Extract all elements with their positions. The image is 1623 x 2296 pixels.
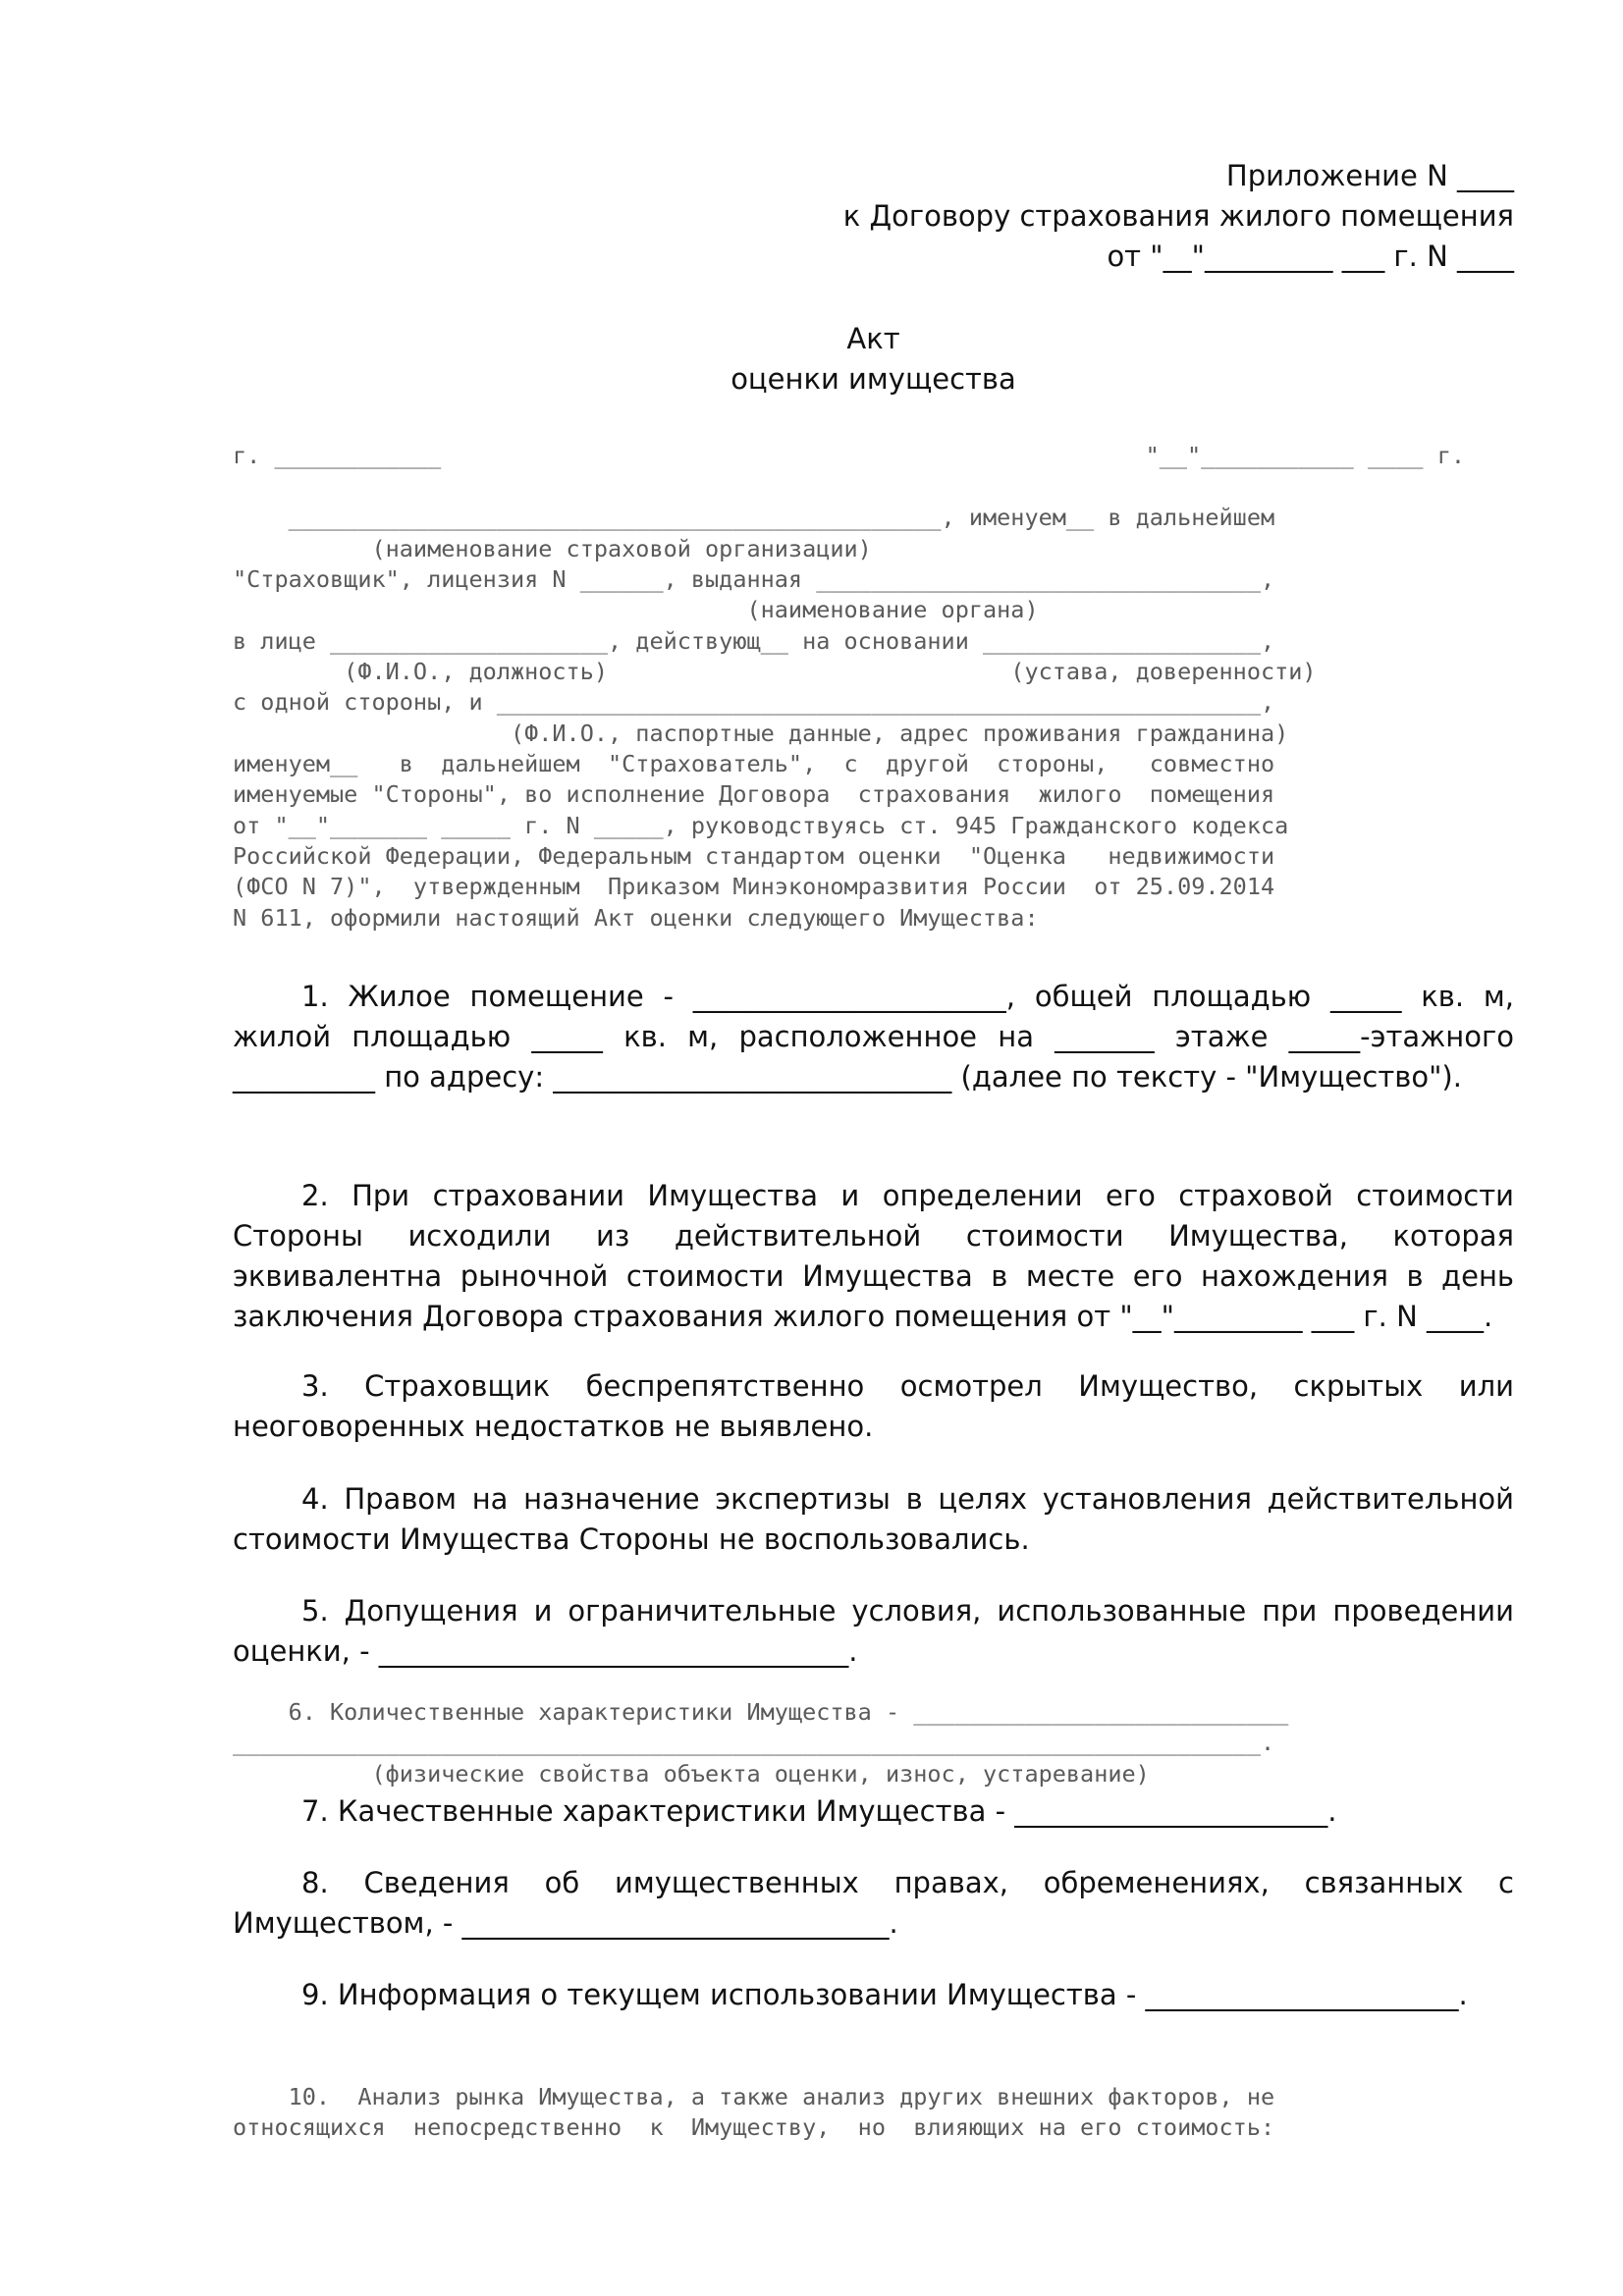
preamble-line: именуемые "Стороны", во исполнение Договора страхования жилого помещения (233, 780, 1275, 808)
item-1-text: 1. Жилое помещение - ______________________, общей площадью _____ кв. м, жилой площадью _____ кв. м, расположенное на _______ этаже _____-этажного __________ по адресу: ____________________________ (далее по тексту - "Имущество"). (233, 980, 1514, 1094)
item-4 (233, 1479, 1514, 1560)
item-10-line: 10. Анализ рынка Имущества, а также анализ других внешних факторов, не (233, 2083, 1275, 2110)
item-4-text: 4. Правом на назначение экспертизы в целях установления действительной стоимости Имущества Стороны не воспользовались. (233, 1482, 1514, 1556)
item-7 (233, 1791, 1514, 1832)
preamble-caption: (Ф.И.О., должность) (устава, доверенности) (233, 658, 1317, 685)
appendix-contract-reference: к Договору страхования жилого помещения (842, 199, 1514, 233)
item-10-line: относящихся непосредственно к Имуществу, но влияющих на его стоимость: (233, 2113, 1275, 2141)
item-2-text: 2. При страховании Имущества и определении его страховой стоимости Стороны исходили из действительной стоимости Имущества, которая эквивалентна рыночной стоимости Имущества в месте его нахождения в день заключения Договора страхования жилого помещения от "__"_________ ___ г. N ____. (233, 1179, 1514, 1333)
item-8-text: 8. Сведения об имущественных правах, обременениях, связанных с Имуществом, - ______________________________. (233, 1866, 1514, 1940)
item-8 (233, 1863, 1514, 1944)
document-title: Акт (846, 322, 900, 355)
item-9 (233, 1975, 1514, 2015)
preamble-caption: (наименование органа) (233, 596, 1039, 623)
preamble-line: _______________________________________________, именуем__ в дальнейшем (233, 504, 1275, 531)
preamble-line: N 611, оформили настоящий Акт оценки следующего Имущества: (233, 904, 1039, 932)
item-6-line: __________________________________________________________________________. (233, 1729, 1275, 1756)
preamble-line: именуем__ в дальнейшем "Страхователь", с другой стороны, совместно (233, 750, 1275, 777)
item-1 (233, 977, 1514, 1097)
item-2 (233, 1176, 1514, 1337)
item-5 (233, 1591, 1514, 1672)
date-field: "__"___________ ____ г. (1145, 442, 1465, 469)
item-5-text: 5. Допущения и ограничительные условия, использованные при проведении оценки, - _________________________________. (233, 1594, 1514, 1668)
item-9-text: 9. Информация о текущем использовании Имущества - ______________________. (301, 1978, 1468, 2011)
city-field: г. ____________ (233, 442, 442, 469)
item-6-line: 6. Количественные характеристики Имущества - ___________________________ (233, 1698, 1289, 1726)
appendix-number: Приложение N ____ (1225, 159, 1514, 192)
preamble-line: с одной стороны, и _______________________________________________________, (233, 688, 1275, 716)
preamble-caption: (наименование страховой организации) (233, 535, 872, 562)
document-subtitle: оценки имущества (730, 362, 1016, 396)
preamble-line: (ФСО N 7)", утвержденным Приказом Минэкономразвития России от 25.09.2014 (233, 873, 1275, 900)
preamble-line: в лице ____________________, действующ__ на основании ____________________, (233, 627, 1275, 655)
preamble-line: от "__"_______ _____ г. N _____, руководствуясь ст. 945 Гражданского кодекса (233, 812, 1289, 839)
preamble-caption: (Ф.И.О., паспортные данные, адрес проживания гражданина) (233, 720, 1289, 747)
item-3 (233, 1366, 1514, 1447)
preamble-line: Российской Федерации, Федеральным стандартом оценки "Оценка недвижимости (233, 842, 1275, 870)
preamble-line: "Страховщик", лицензия N ______, выданная ________________________________, (233, 565, 1275, 593)
item-3-text: 3. Страховщик беспрепятственно осмотрел Имущество, скрытых или неоговоренных недостатков не выявлено. (233, 1369, 1514, 1443)
item-7-text: 7. Качественные характеристики Имущества - ______________________. (301, 1794, 1337, 1828)
item-6-caption: (физические свойства объекта оценки, износ, устаревание) (233, 1760, 1150, 1788)
appendix-contract-date: от "__"_________ ___ г. N ____ (1107, 240, 1514, 273)
